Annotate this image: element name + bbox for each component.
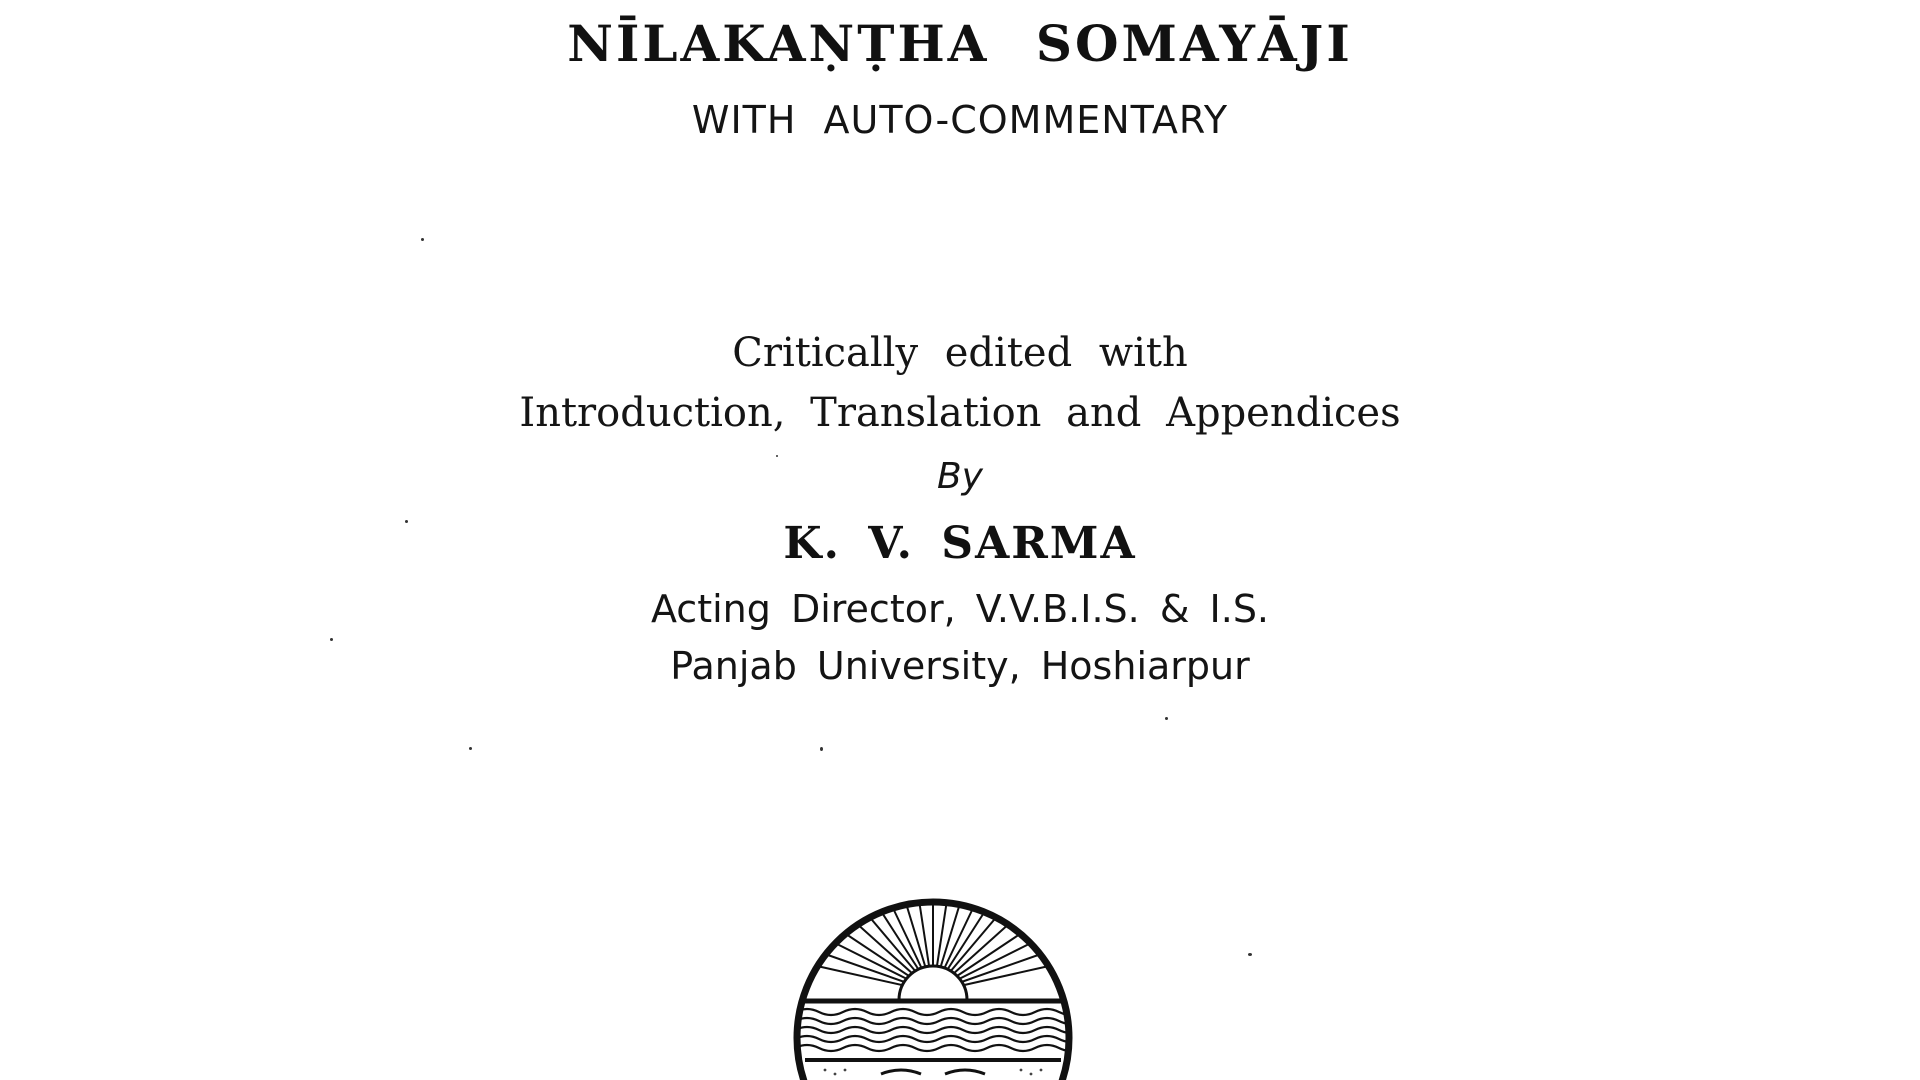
scan-speck: [405, 520, 408, 523]
editor-affiliation: Panjab University, Hoshiarpur: [670, 644, 1250, 688]
scan-speck: [330, 638, 333, 641]
university-seal: [785, 888, 1081, 1080]
author-name: NĪLAKAṆṬHA SOMAYĀJI: [567, 14, 1353, 73]
scan-speck: [820, 747, 823, 751]
editor-role: Acting Director, V.V.B.I.S. & I.S.: [650, 587, 1270, 631]
subtitle: WITH AUTO-COMMENTARY: [691, 98, 1229, 142]
scan-speck: [776, 455, 778, 457]
contents-line: Introduction, Translation and Appendices: [519, 390, 1401, 436]
scan-speck: [1248, 953, 1252, 956]
editor-name: K. V. SARMA: [783, 518, 1137, 569]
scan-speck: [469, 747, 472, 750]
edited-line: Critically edited with: [732, 330, 1188, 376]
rising-sun-seal-icon: [785, 888, 1081, 1080]
scan-speck: [1165, 717, 1168, 720]
scan-speck: [421, 238, 424, 241]
by-line: By: [936, 456, 983, 497]
